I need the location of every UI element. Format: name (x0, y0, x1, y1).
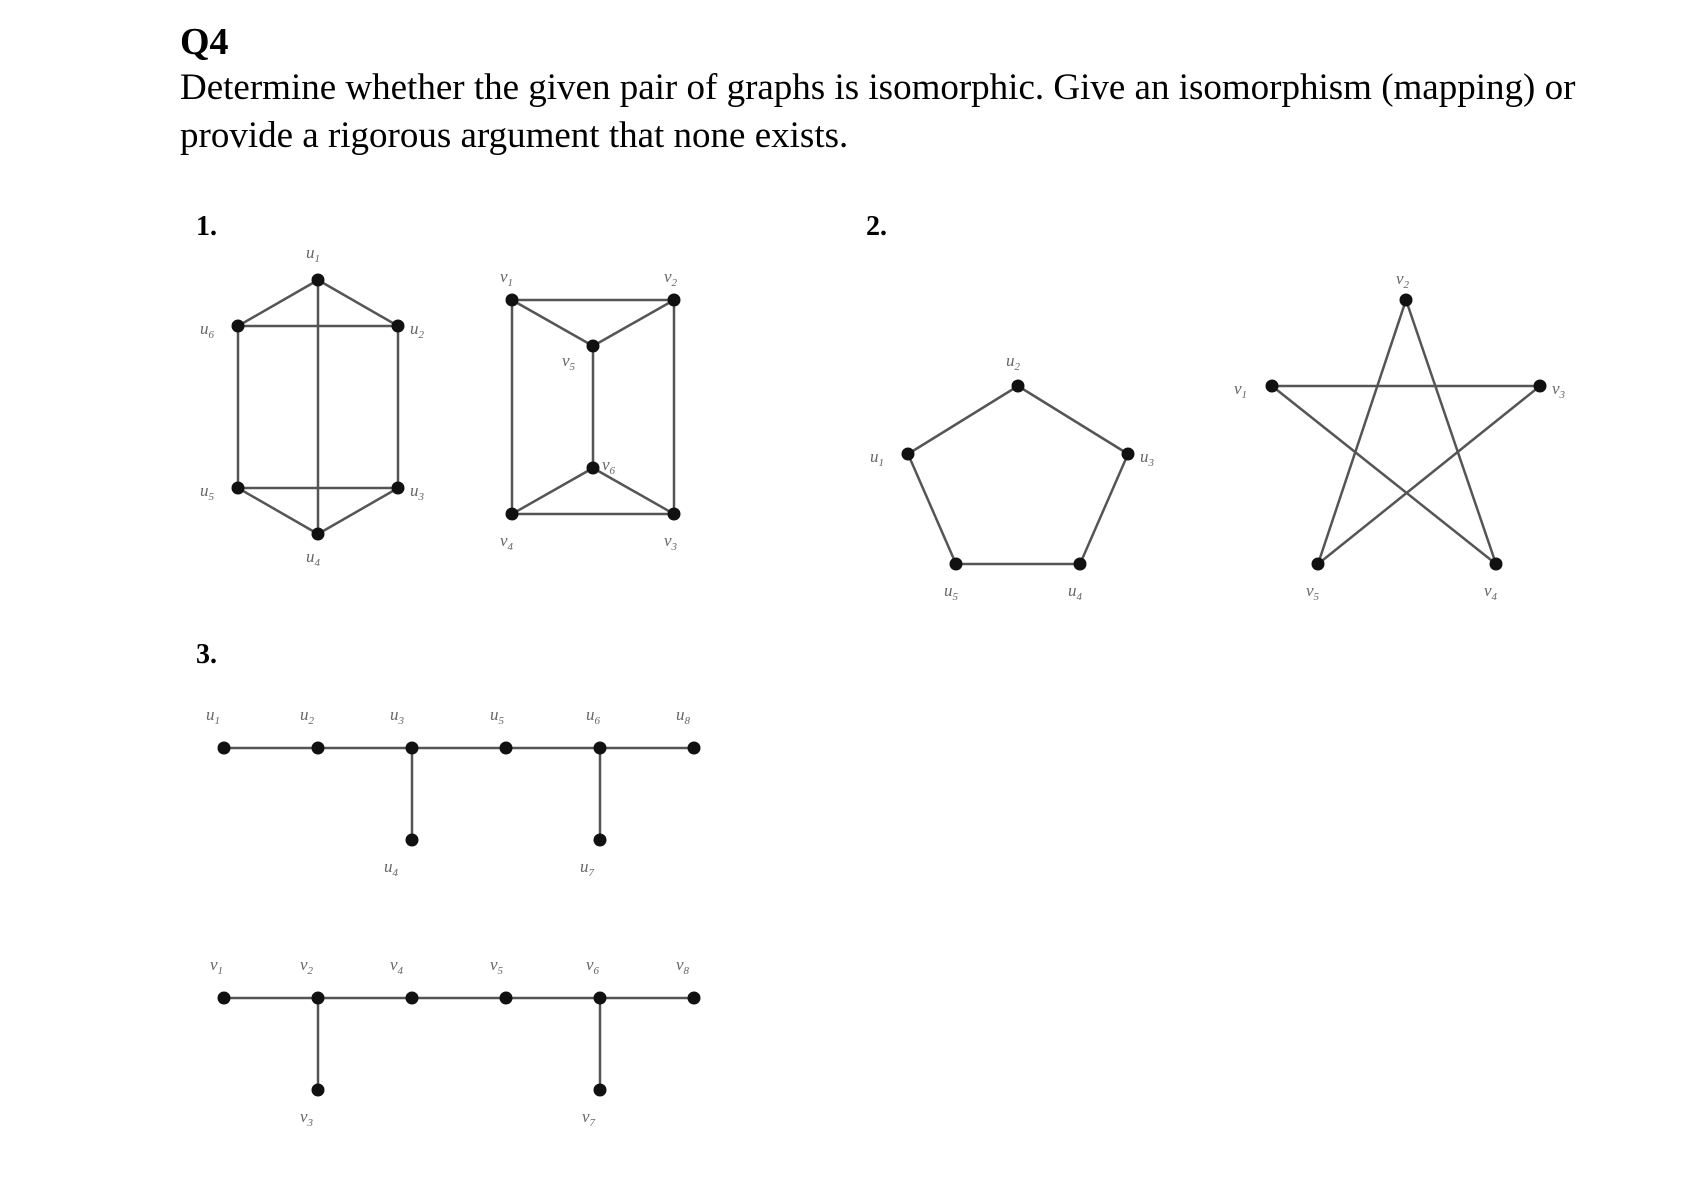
vertex-u1 (312, 274, 325, 287)
vertex-label-v5: $v_5$ (1306, 581, 1320, 603)
vertex-v4 (506, 508, 519, 521)
vertex-u2 (312, 742, 325, 755)
vertex-label-u4: $u_4$ (384, 857, 398, 879)
vertex-label-v1: $v_1$ (500, 267, 514, 289)
vertex-v6 (587, 462, 600, 475)
vertex-label-v6: $v_6$ (602, 455, 616, 477)
edge-v4-v1 (1272, 386, 1496, 564)
graph-2-u (870, 351, 1155, 603)
vertex-label-v3: $v_3$ (1552, 379, 1566, 401)
vertex-v4 (406, 992, 419, 1005)
vertex-label-u5: $u_5$ (490, 705, 504, 727)
vertex-v4 (1490, 558, 1503, 571)
vertex-u5 (950, 558, 963, 571)
vertex-label-v3: $v_3$ (300, 1107, 314, 1129)
vertex-u6 (232, 320, 245, 333)
vertex-label-u5: $u_5$ (944, 581, 958, 603)
vertex-label-v8: $v_8$ (676, 955, 690, 977)
edge-u1-u2 (318, 280, 398, 326)
edge-u2-u3 (1018, 386, 1128, 454)
vertex-label-u1: $u_1$ (306, 243, 320, 265)
vertex-v2 (312, 992, 325, 1005)
question-text: Determine whether the given pair of graphs is isomorphic. Give an isomorphism (mapping) or provide a rigorous argument that none exists. (180, 67, 1576, 156)
graph-1-v (500, 267, 681, 553)
vertex-v3 (668, 508, 681, 521)
edge-v3-v5 (1318, 386, 1540, 564)
vertex-label-u3: $u_3$ (410, 481, 424, 503)
vertex-u4 (1074, 558, 1087, 571)
vertex-label-u1: $u_1$ (870, 447, 884, 469)
vertex-label-v2: $v_2$ (1396, 269, 1410, 291)
vertex-label-u3: $u_3$ (390, 705, 404, 727)
vertex-u7 (594, 834, 607, 847)
vertex-label-u2: $u_2$ (300, 705, 314, 727)
vertex-label-u4: $u_4$ (1068, 581, 1082, 603)
vertex-label-u4: $u_4$ (306, 547, 320, 569)
vertex-u2 (1012, 380, 1025, 393)
vertex-label-u5: $u_5$ (200, 481, 214, 503)
vertex-label-v4: $v_4$ (1484, 581, 1498, 603)
edge-u3-u4 (318, 488, 398, 534)
vertex-label-u2: $u_2$ (410, 319, 424, 341)
vertex-u5 (500, 742, 513, 755)
vertex-u4 (312, 528, 325, 541)
vertex-label-v2: $v_2$ (300, 955, 314, 977)
graph-3-u (206, 705, 701, 879)
vertex-u3 (406, 742, 419, 755)
vertex-v7 (594, 1084, 607, 1097)
edge-u1-u2 (908, 386, 1018, 454)
vertex-v3 (312, 1084, 325, 1097)
vertex-label-v3: $v_3$ (664, 531, 678, 553)
vertex-label-v4: $v_4$ (390, 955, 404, 977)
vertex-u3 (392, 482, 405, 495)
question-heading: Q4 (180, 21, 229, 63)
problem-1-number: 1. (196, 211, 217, 242)
vertex-label-v7: $v_7$ (582, 1107, 596, 1129)
vertex-label-v4: $v_4$ (500, 531, 514, 553)
vertex-label-u7: $u_7$ (580, 857, 594, 879)
edge-u1-u6 (238, 280, 318, 326)
vertex-v1 (1266, 380, 1279, 393)
edge-v6-v3 (593, 468, 674, 514)
vertex-label-u1: $u_1$ (206, 705, 220, 727)
vertex-v5 (587, 340, 600, 353)
edge-u5-u1 (908, 454, 956, 564)
vertex-label-v1: $v_1$ (210, 955, 224, 977)
vertex-label-u6: $u_6$ (586, 705, 600, 727)
vertex-v2 (1400, 294, 1413, 307)
vertex-v5 (500, 992, 513, 1005)
vertex-v1 (506, 294, 519, 307)
vertex-u6 (594, 742, 607, 755)
edge-v1-v5 (512, 300, 593, 346)
vertex-u1 (902, 448, 915, 461)
problem-2-number: 2. (866, 211, 887, 242)
vertex-v8 (688, 992, 701, 1005)
vertex-u4 (406, 834, 419, 847)
edge-u3-u4 (1080, 454, 1128, 564)
vertex-u3 (1122, 448, 1135, 461)
problem-3-number: 3. (196, 639, 217, 670)
graph-3-v (210, 955, 701, 1129)
vertex-u5 (232, 482, 245, 495)
vertex-label-v5: $v_5$ (562, 351, 576, 373)
vertex-v1 (218, 992, 231, 1005)
vertex-u1 (218, 742, 231, 755)
vertex-label-v2: $v_2$ (664, 267, 678, 289)
vertex-label-v6: $v_6$ (586, 955, 600, 977)
vertex-label-u3: $u_3$ (1140, 447, 1154, 469)
vertex-v6 (594, 992, 607, 1005)
vertex-v3 (1534, 380, 1547, 393)
vertex-label-u8: $u_8$ (676, 705, 690, 727)
vertex-label-u6: $u_6$ (200, 319, 214, 341)
graph-1-u (200, 243, 425, 569)
vertex-u8 (688, 742, 701, 755)
edge-v6-v4 (512, 468, 593, 514)
vertex-label-v1: $v_1$ (1234, 379, 1248, 401)
vertex-v2 (668, 294, 681, 307)
vertex-label-v5: $v_5$ (490, 955, 504, 977)
edge-v2-v5 (593, 300, 674, 346)
edge-u4-u5 (238, 488, 318, 534)
vertex-v5 (1312, 558, 1325, 571)
vertex-u2 (392, 320, 405, 333)
graph-2-v (1234, 269, 1566, 603)
vertex-label-u2: $u_2$ (1006, 351, 1020, 373)
